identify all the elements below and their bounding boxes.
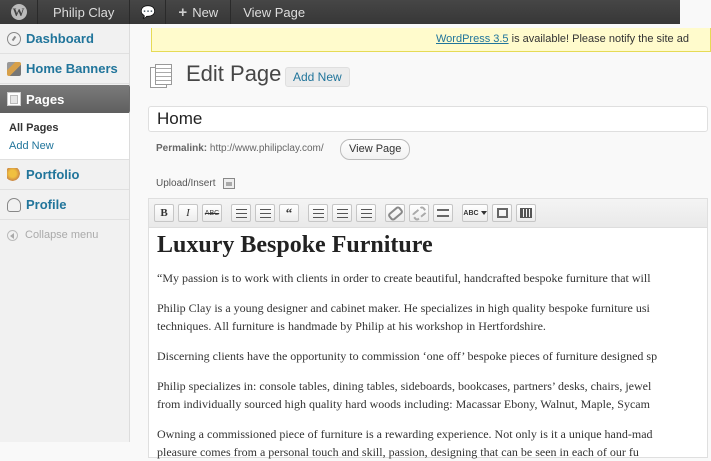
new-content-label: New [192, 4, 219, 20]
comments-link[interactable] [130, 0, 166, 24]
permalink-label: Permalink: [156, 143, 208, 154]
submenu-add-new[interactable]: Add New [9, 140, 54, 152]
sidebar-item-label: Home Banners [26, 61, 118, 76]
align-right-icon [361, 209, 372, 218]
fullscreen-button[interactable] [492, 204, 512, 222]
comment-bubble-icon: 💬 [140, 5, 156, 19]
insert-more-button[interactable] [433, 204, 453, 222]
banner-icon [7, 62, 21, 76]
kitchen-sink-button[interactable] [516, 204, 536, 222]
bullet-list-button[interactable] [231, 204, 251, 222]
paragraph-line: techniques. All furniture is handmade by Philip at his workshop in Hertfordshire. [157, 319, 546, 333]
add-media-icon[interactable] [223, 178, 235, 189]
kitchen-sink-icon [520, 208, 532, 218]
wordpress-update-link[interactable]: WordPress 3.5 [436, 33, 509, 45]
insert-link-button[interactable] [385, 204, 405, 222]
view-page-button[interactable]: View Page [340, 139, 410, 160]
sidebar-item-label: Profile [26, 197, 67, 212]
page-title: Edit Page [186, 61, 282, 86]
numbered-list-button[interactable] [255, 204, 275, 222]
content-paragraph: Discerning clients have the opportunity to commission ‘one off’ bespoke pieces of furniture designed sp [157, 349, 658, 363]
upload-insert [156, 178, 235, 189]
align-left-button[interactable] [308, 204, 328, 222]
chevron-down-icon [481, 211, 487, 215]
sidebar-item-label: Portfolio [26, 167, 80, 182]
align-center-icon [337, 209, 348, 218]
content-paragraph: “My passion is to work with clients in order to create beautiful, handcrafted bespoke furniture that will [157, 271, 651, 285]
italic-button[interactable]: I [178, 204, 198, 222]
link-icon [386, 205, 403, 222]
editor-content[interactable] [149, 228, 707, 461]
strikethrough-button[interactable]: ABC [202, 204, 222, 222]
site-name-link[interactable]: Philip Clay [38, 0, 130, 24]
add-new-page-button[interactable]: Add New [285, 67, 350, 87]
content-heading: Luxury Bespoke Furniture [157, 232, 433, 258]
main-content [130, 24, 689, 459]
permalink [156, 143, 324, 154]
collapse-menu-button[interactable] [0, 220, 129, 250]
unlink-button[interactable] [409, 204, 429, 222]
sidebar-item-profile[interactable] [0, 190, 129, 220]
edit-page-icon [150, 64, 174, 90]
paragraph-line: pleasure comes from a personal touch and skill, passion, designing that can be seen in each of our fu [157, 445, 639, 459]
portfolio-icon [7, 168, 21, 182]
pages-icon [7, 92, 21, 106]
plus-icon: + [178, 3, 188, 21]
spellcheck-button[interactable] [462, 204, 488, 222]
profile-icon [7, 198, 21, 212]
paragraph-line: Owning a commissioned piece of furniture is a rewarding experience. Not only is it a unique hand-mad [157, 427, 653, 441]
sidebar-item-home-banners[interactable] [0, 54, 129, 84]
dashboard-icon [7, 32, 21, 46]
update-notice-text: is available! Please notify the site ad [508, 33, 689, 45]
sidebar-item-label: Dashboard [26, 31, 94, 46]
view-page-link[interactable]: View Page [243, 4, 306, 20]
admin-sidebar [0, 24, 130, 442]
align-right-button[interactable] [356, 204, 376, 222]
visual-editor [148, 198, 708, 458]
more-tag-icon [437, 209, 449, 217]
admin-bar [0, 0, 680, 24]
new-content-menu[interactable] [166, 0, 231, 24]
align-left-icon [313, 209, 324, 218]
paragraph-line: from individually sourced high quality hard woods including: Macassar Ebony, Walnut, Maple, Sycam [157, 397, 650, 411]
fullscreen-icon [497, 208, 508, 218]
sidebar-item-label: Pages [26, 91, 65, 107]
content-paragraph [157, 425, 699, 461]
spellcheck-icon: ABC [463, 209, 479, 217]
submenu-all-pages[interactable]: All Pages [9, 122, 59, 134]
paragraph-line: Philip Clay is a young designer and cabinet maker. He specializes in high quality bespoke furniture usi [157, 301, 650, 315]
wordpress-logo-icon: W [12, 4, 25, 19]
sidebar-item-portfolio[interactable] [0, 160, 129, 190]
align-center-button[interactable] [332, 204, 352, 222]
numbered-list-icon [260, 209, 271, 218]
post-title-input[interactable]: Home [148, 106, 708, 132]
content-paragraph [157, 377, 699, 413]
sidebar-item-dashboard[interactable] [0, 24, 129, 54]
collapse-menu-label: Collapse menu [25, 229, 99, 241]
bold-button[interactable]: B [154, 204, 174, 222]
unlink-icon [410, 205, 427, 222]
update-notice [151, 28, 711, 52]
content-paragraph [157, 299, 699, 335]
upload-insert-label: Upload/Insert [156, 178, 216, 189]
pages-submenu [0, 113, 129, 160]
sidebar-item-pages[interactable] [0, 85, 129, 113]
bullet-list-icon [236, 209, 247, 218]
editor-toolbar [149, 199, 707, 228]
blockquote-button[interactable]: “ [279, 204, 299, 222]
wordpress-logo-menu[interactable] [0, 0, 38, 24]
collapse-arrow-icon [7, 230, 18, 241]
permalink-url: http://www.philipclay.com/ [209, 143, 324, 154]
paragraph-line: Philip specializes in: console tables, dining tables, sideboards, bookcases, partners’ desks, chairs, jewel [157, 379, 652, 393]
